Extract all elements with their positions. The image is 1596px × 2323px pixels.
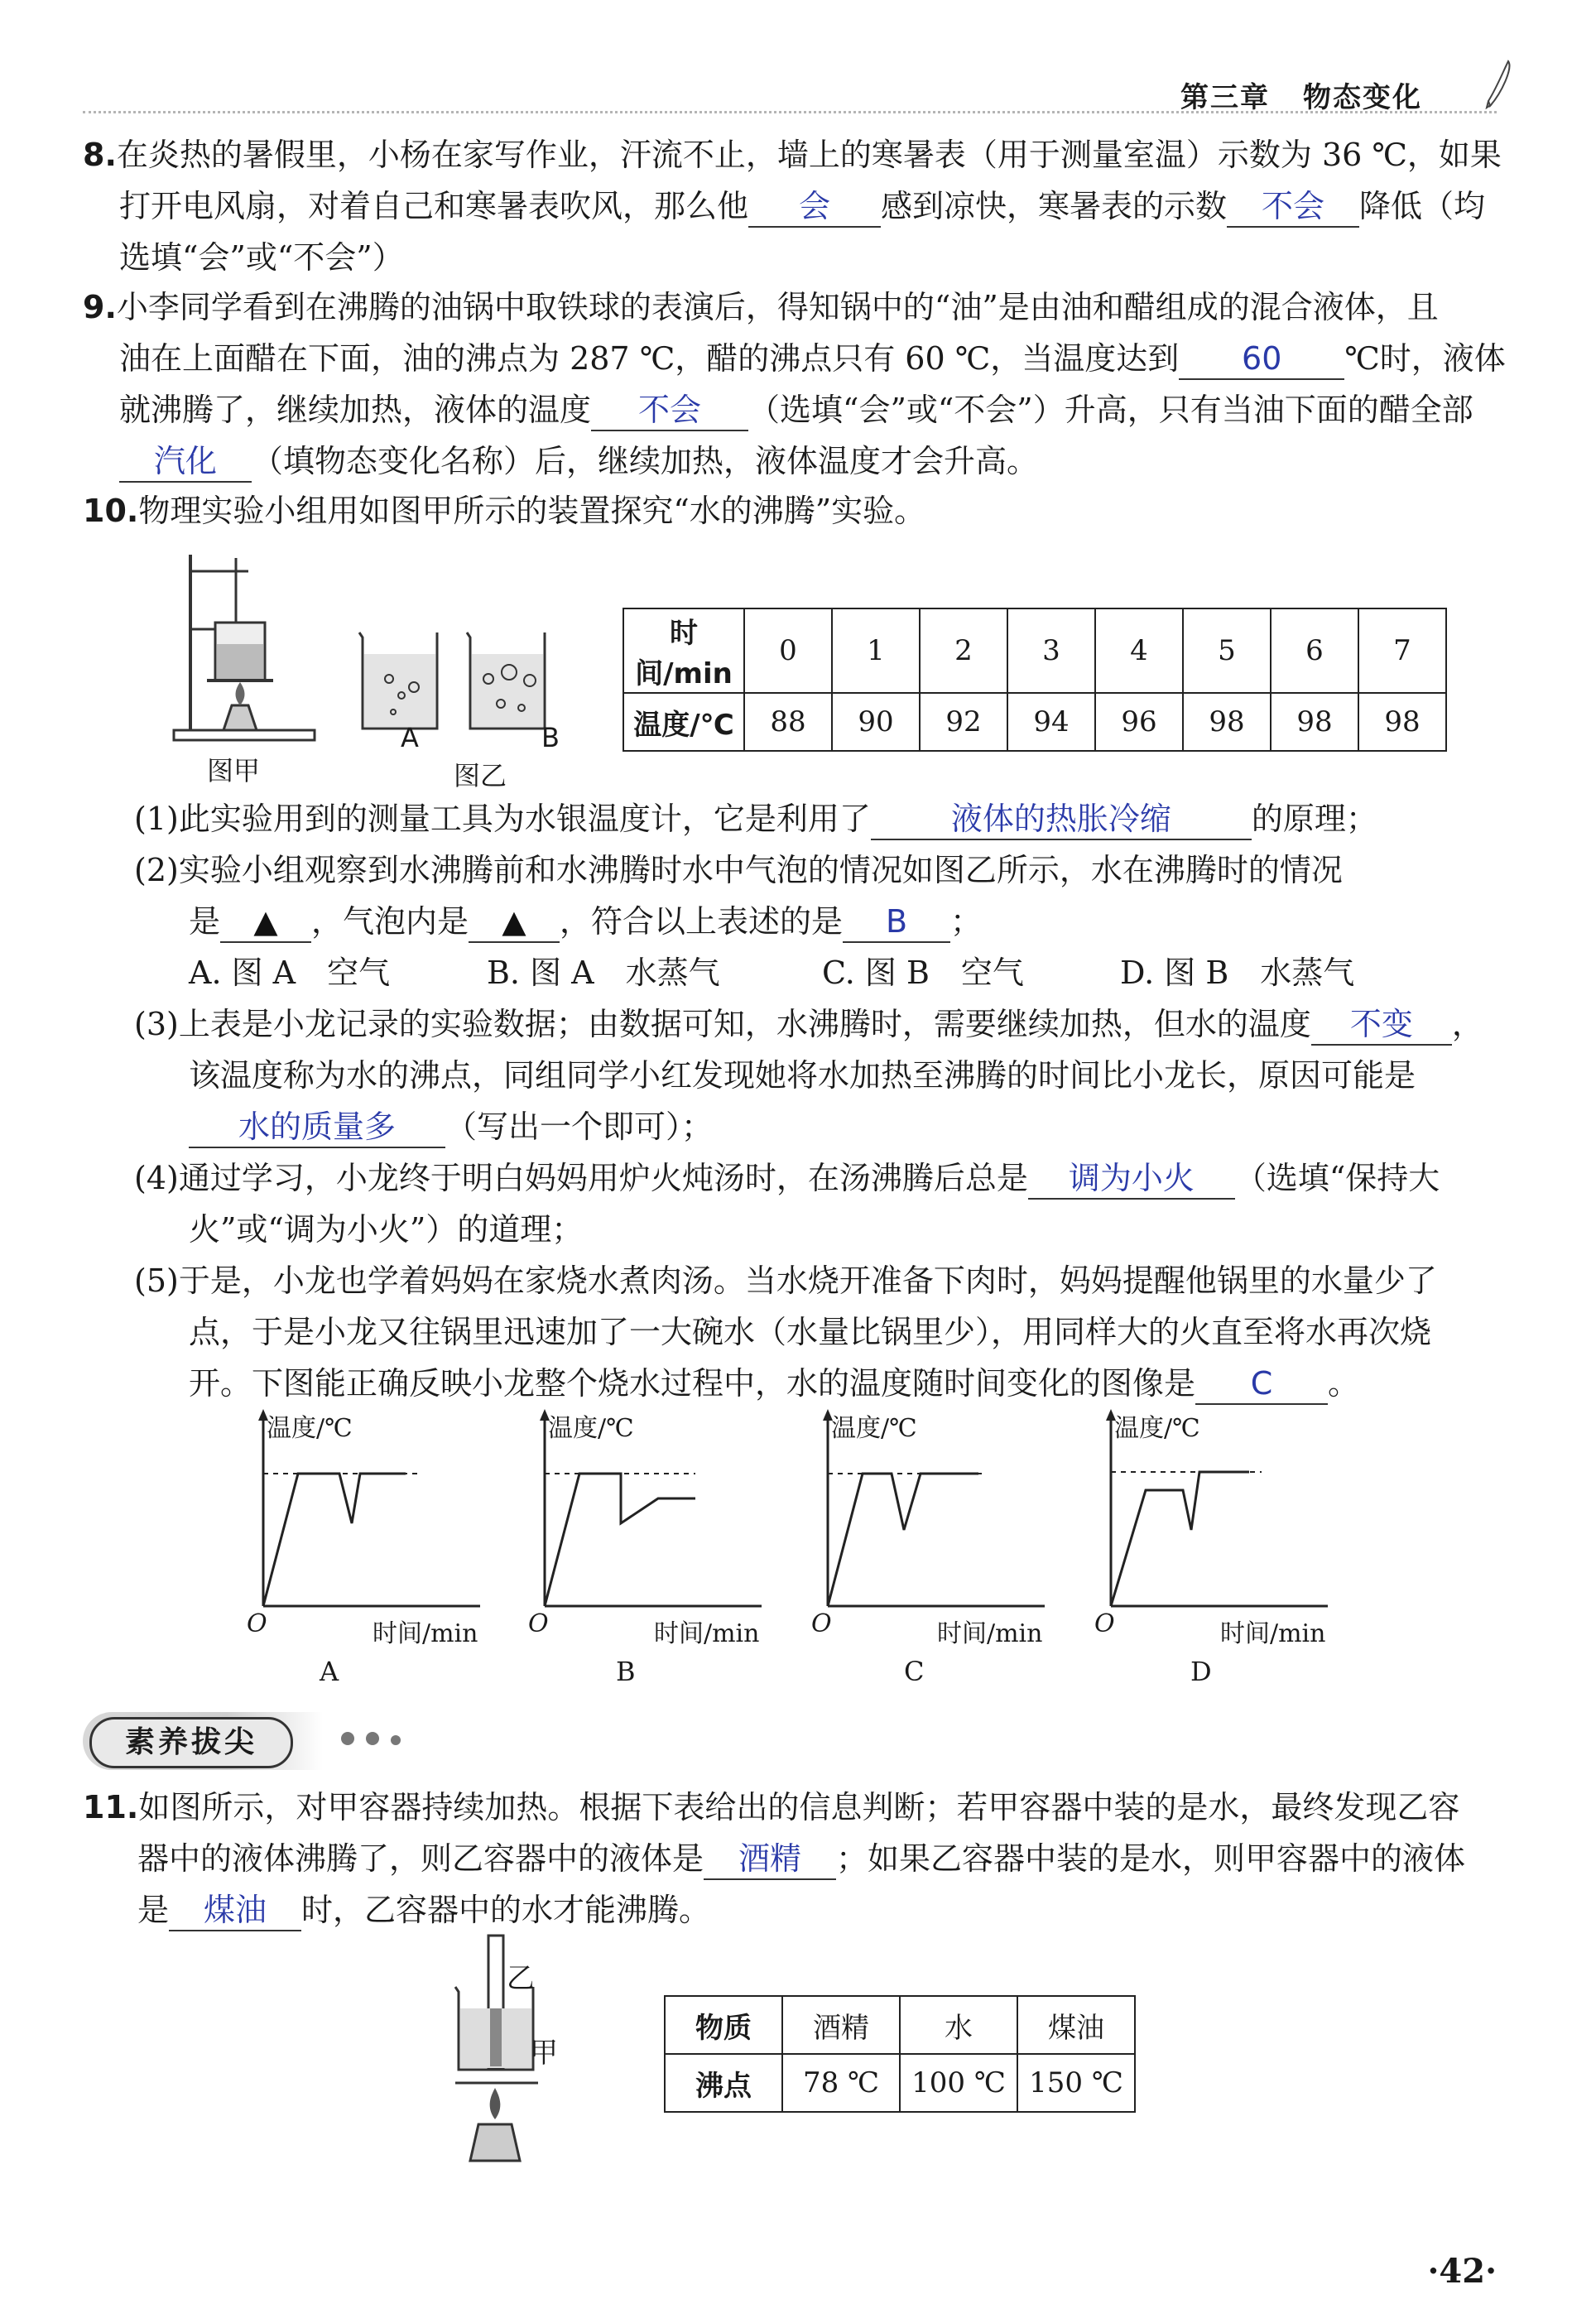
time-cell: 7	[1358, 608, 1446, 693]
chapter-name: 物态变化	[1303, 81, 1422, 114]
q11-answer-1[interactable]: 酒精	[704, 1839, 836, 1880]
temp-cell: 90	[832, 693, 920, 751]
q8-line2a: 打开电风扇，对着自己和寒暑表吹风，那么他	[119, 188, 749, 224]
time-cell: 2	[920, 608, 1007, 693]
q11-line3b: 时，乙容器中的水才能沸腾。	[301, 1892, 711, 1928]
graph-c-xlabel: 时间/min	[937, 1619, 1043, 1648]
q10-s2-d: ；	[950, 903, 983, 940]
flame	[236, 682, 245, 705]
alcohol-lamp	[224, 705, 257, 730]
q8-answer-1[interactable]: 会	[748, 186, 881, 228]
q9-answer-3[interactable]: 汽化	[119, 441, 252, 483]
temp-cell: 88	[744, 693, 832, 751]
q10-s4-tail: （选填“保持大	[1234, 1160, 1440, 1196]
q9-line3b: （选填“会”或“不会”）升高，只有当油下面的醋全部	[748, 392, 1473, 428]
boiling-point-cell: 150 ℃	[1017, 2054, 1135, 2112]
substance-cell: 酒精	[782, 1996, 900, 2054]
label-jia: 甲	[530, 2037, 558, 2070]
substance-header: 物质	[665, 1996, 782, 2054]
q10-number: 10.	[83, 493, 139, 529]
time-cell: 1	[832, 608, 920, 693]
chapter-title	[1180, 75, 1422, 115]
q10-s2-answer[interactable]: B	[843, 902, 950, 943]
q10-s3-tail: （写出一个即可）；	[445, 1109, 714, 1145]
graph-b-origin: O	[528, 1609, 549, 1638]
graph-d-ylabel: 温度/℃	[1114, 1414, 1200, 1443]
option-a: A. 图 A 空气	[189, 955, 391, 991]
q10-s4-text: (4)通过学习，小龙终于明白妈妈用炉火炖汤时，在汤沸腾后总是	[134, 1160, 1028, 1196]
apparatus-figure-jia	[166, 546, 323, 745]
option-b: B. 图 A 水蒸气	[487, 955, 720, 991]
substance-cell: 水	[900, 1996, 1017, 2054]
q11-number: 11.	[83, 1789, 139, 1825]
q10-s2-a: 是	[189, 903, 221, 940]
graph-c-label: C	[904, 1656, 925, 1687]
chapter-label: 第三章	[1180, 81, 1270, 114]
pen-icon	[1483, 60, 1517, 109]
boiling-point-table	[664, 1995, 1136, 2113]
substance-cell: 煤油	[1017, 1996, 1135, 2054]
option-c: C. 图 B 空气	[822, 955, 1024, 991]
q9-line1: 小李同学看到在沸腾的油锅中取铁球的表演后，得知锅中的“油”是由油和醋组成的混合液体，且	[116, 289, 1439, 325]
question-10-intro	[83, 485, 925, 536]
q11-line2a: 器中的液体沸腾了，则乙容器中的液体是	[137, 1840, 704, 1877]
graph-b-xlabel: 时间/min	[654, 1619, 760, 1648]
q9-line4: （填物态变化名称）后，继续加热，液体温度才会升高。	[252, 443, 1039, 479]
q10-s2-b: ，气泡内是	[311, 903, 469, 940]
q8-line2b: 感到凉快，寒暑表的示数	[881, 188, 1228, 224]
q9-line3a: 就沸腾了，继续加热，液体的温度	[119, 392, 592, 428]
q10-s5-line3: 开。下图能正确反映小龙整个烧水过程中，水的温度随时间变化的图像是	[189, 1365, 1196, 1402]
q10-s1-tail: 的原理；	[1251, 801, 1377, 837]
question-9	[83, 281, 1506, 487]
graph-c-ylabel: 温度/℃	[831, 1414, 917, 1443]
q9-answer-2[interactable]: 不会	[591, 390, 748, 431]
boiling-point-cell: 100 ℃	[900, 2054, 1017, 2112]
section-title: 素养拔尖	[89, 1717, 293, 1768]
graph-a-xlabel: 时间/min	[373, 1619, 478, 1648]
q8-line3: 选填“会”或“不会”）	[119, 239, 404, 276]
time-cell: 0	[744, 608, 832, 693]
page-number: ·42·	[1427, 2252, 1497, 2291]
q10-s2-c: ，符合以上表述的是	[560, 903, 844, 940]
graph-d-label: D	[1190, 1656, 1212, 1687]
section-banner	[83, 1712, 323, 1770]
boiling-point-row	[665, 2054, 1135, 2112]
beakers-figure-yi	[356, 629, 555, 737]
beaker-a-label: A	[401, 722, 419, 753]
q10-s3-answer-2[interactable]: 水的质量多	[189, 1107, 445, 1148]
time-cell: 6	[1271, 608, 1358, 693]
q10-s2-line1: (2)实验小组观察到水沸腾前和水沸腾时水中气泡的情况如图乙所示，水在沸腾时的情况	[134, 852, 1343, 888]
graph-c	[813, 1407, 1061, 1656]
beaker-b-label: B	[541, 722, 560, 753]
page-header	[83, 61, 1497, 113]
stand-base	[174, 730, 315, 740]
graph-b-label: B	[616, 1656, 636, 1687]
q10-s5-line1: (5)于是，小龙也学着妈妈在家烧水煮肉汤。当水烧开准备下肉时，妈妈提醒他锅里的水量少了	[134, 1262, 1437, 1299]
beaker-water	[217, 644, 263, 679]
q10-subquestions	[134, 793, 1483, 1409]
q10-s2-blank-2[interactable]: ▲	[469, 902, 560, 943]
q8-answer-2[interactable]: 不会	[1227, 186, 1359, 228]
q9-answer-1[interactable]: 60	[1179, 339, 1344, 380]
graph-d-xlabel: 时间/min	[1220, 1619, 1326, 1648]
temp-cell: 96	[1095, 693, 1183, 751]
q10-s5-tail: 。	[1328, 1365, 1360, 1402]
temp-cell: 94	[1007, 693, 1095, 751]
option-d: D. 图 B 水蒸气	[1120, 955, 1355, 991]
graph-b	[530, 1407, 778, 1656]
label-yi: 乙	[507, 1962, 535, 1995]
q8-line2c: 降低（均	[1359, 188, 1486, 224]
time-cell: 3	[1007, 608, 1095, 693]
q9-line2b: ℃时，液体	[1344, 340, 1506, 377]
temperature-table	[623, 608, 1447, 752]
graph-a-label: A	[320, 1656, 339, 1687]
q10-intro-text: 物理实验小组用如图甲所示的装置探究“水的沸腾”实验。	[138, 493, 926, 529]
q10-s2-blank-1[interactable]: ▲	[220, 902, 311, 943]
graph-d-origin: O	[1094, 1609, 1115, 1638]
q10-s3-answer-1[interactable]: 不变	[1311, 1004, 1452, 1046]
q11-line2b: ；如果乙容器中装的是水，则甲容器中的液体	[836, 1840, 1466, 1877]
q10-s3-text: (3)上表是小龙记录的实验数据；由数据可知，水沸腾时，需要继续加热，但水的温度	[134, 1006, 1311, 1042]
time-row	[623, 608, 1446, 693]
q10-s5-answer[interactable]: C	[1195, 1364, 1328, 1405]
temp-row	[623, 693, 1446, 751]
boiling-point-cell: 78 ℃	[782, 2054, 900, 2112]
beaker-a-water	[364, 654, 435, 727]
q11-line1: 如图所示，对甲容器持续加热。根据下表给出的信息判断；若甲容器中装的是水，最终发现乙容	[138, 1789, 1460, 1825]
temp-cell: 98	[1271, 693, 1358, 751]
banner-dots	[341, 1732, 412, 1748]
q9-line2a: 油在上面醋在下面，油的沸点为 287 ℃，醋的沸点只有 60 ℃，当温度达到	[119, 340, 1180, 377]
question-8	[83, 129, 1502, 283]
graph-a	[248, 1407, 497, 1656]
q8-number: 8.	[83, 137, 117, 173]
q9-number: 9.	[83, 289, 117, 325]
q8-line1: 在炎热的暑假里，小杨在家写作业，汗流不止，墙上的寒暑表（用于测量室温）示数为 36 ℃，如果	[116, 137, 1502, 173]
q10-s1-text: (1)此实验用到的测量工具为水银温度计，它是利用了	[134, 801, 871, 837]
tube-liquid	[490, 2008, 502, 2066]
q10-s1-answer[interactable]: 液体的热胀冷缩	[871, 799, 1252, 840]
q11-line3a: 是	[137, 1892, 170, 1928]
alcohol-lamp	[470, 2124, 520, 2161]
q10-s3-line2: 该温度称为水的沸点，同组同学小红发现她将水加热至沸腾的时间比小龙长，原因可能是	[189, 1057, 1416, 1094]
q10-s4-line2: 火”或“调为小火”）的道理；	[189, 1211, 584, 1248]
q10-s5-line2: 点，于是小龙又往锅里迅速加了一大碗水（水量比锅里少），用同样大的火直至将水再次烧	[189, 1314, 1432, 1350]
graph-c-origin: O	[811, 1609, 832, 1638]
temp-cell: 98	[1358, 693, 1446, 751]
temp-header: 温度/℃	[623, 693, 744, 751]
q10-s3-comma: ，	[1451, 1006, 1483, 1042]
flame	[490, 2088, 501, 2119]
q10-s4-answer[interactable]: 调为小火	[1028, 1158, 1235, 1200]
temp-cell: 92	[920, 693, 1007, 751]
boiling-point-header: 沸点	[665, 2054, 782, 2112]
time-cell: 4	[1095, 608, 1183, 693]
substance-row	[665, 1996, 1135, 2054]
temp-cell: 98	[1183, 693, 1271, 751]
graph-b-ylabel: 温度/℃	[548, 1414, 634, 1443]
q11-answer-2[interactable]: 煤油	[169, 1890, 301, 1931]
figure-yi-caption: 图乙	[454, 760, 507, 791]
graph-a-ylabel: 温度/℃	[267, 1414, 353, 1443]
time-header: 时间/min	[623, 608, 744, 693]
figure-jia-caption: 图甲	[207, 755, 261, 786]
time-cell: 5	[1183, 608, 1271, 693]
graph-d	[1096, 1407, 1344, 1656]
graph-a-origin: O	[247, 1609, 267, 1638]
question-11	[83, 1782, 1465, 1936]
